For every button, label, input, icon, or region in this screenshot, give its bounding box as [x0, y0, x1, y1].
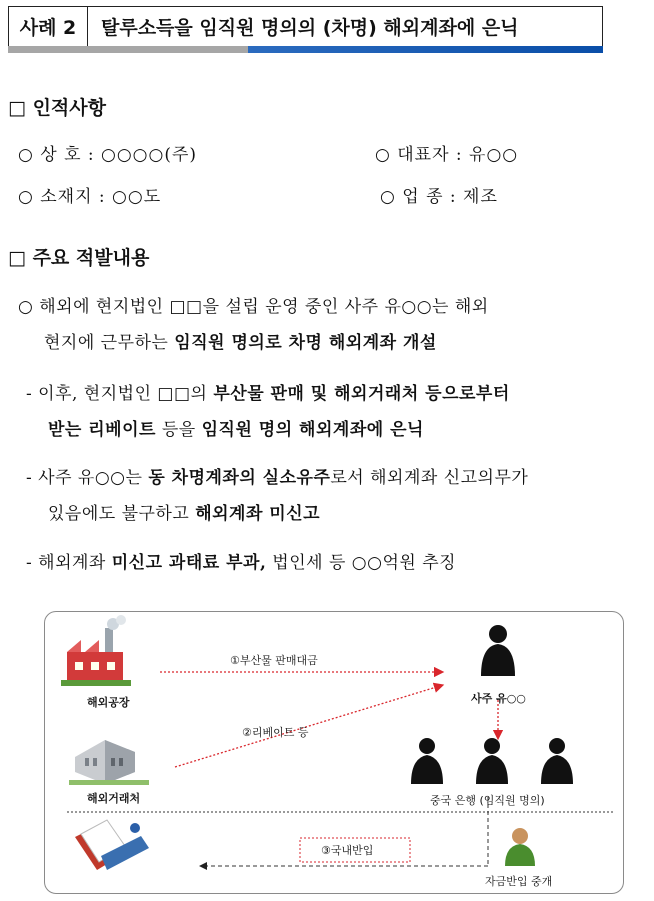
partner-label: 해외거래처 — [87, 792, 141, 805]
text: - 이후, 현지법인 □□의 — [26, 384, 214, 404]
text: - 해외계좌 — [26, 553, 112, 573]
text: 로서 해외계좌 신고의무가 — [330, 468, 529, 488]
case-number-label: 사례 2 — [9, 7, 88, 49]
text: - 사주 유○○는 — [26, 468, 149, 488]
flow3-label: ③국내반입 — [321, 844, 374, 857]
text: 법인세 등 ○○억원 추징 — [266, 553, 457, 573]
finding-3-line-1 — [26, 463, 528, 488]
finding-4 — [26, 548, 456, 573]
flow1-label: ①부산물 판매대금 — [230, 654, 318, 667]
header-underline-gray — [8, 46, 248, 53]
case-title: 탈루소득을 임직원 명의의 (차명) 해외계좌에 은닉 — [101, 17, 519, 39]
building-icon — [69, 740, 149, 785]
broker-label: 자금반입 중개 — [485, 875, 553, 888]
factory-label: 해외공장 — [87, 696, 130, 709]
finding-1-line-2 — [44, 328, 437, 353]
flow2-label: ②리베이트 등 — [242, 726, 309, 739]
owner-label: 사주 유○○ — [471, 692, 526, 705]
text-bold: 해외계좌 미신고 — [195, 504, 321, 524]
finding-2-line-2 — [48, 415, 424, 440]
text-bold: 임직원 명의 해외계좌에 은닉 — [201, 420, 424, 440]
text-bold: 부산물 판매 및 해외거래처 등으로부터 — [213, 384, 510, 404]
bank-label: 중국 은행 (임직원 명의) — [430, 794, 545, 807]
text: 현지에 근무하는 — [44, 333, 175, 353]
wallet-icon — [75, 820, 149, 870]
text: 등을 — [155, 420, 202, 440]
finding-2-line-1 — [26, 379, 510, 404]
finding-3-line-2 — [48, 499, 320, 524]
flow-arrow-2 — [175, 685, 443, 767]
money-flow-diagram — [44, 611, 624, 894]
broker-figure-icon — [505, 828, 535, 866]
info-industry: ○ 업 종 : 제조 — [380, 187, 498, 207]
factory-icon — [61, 615, 131, 686]
owner-figure-icon — [481, 625, 515, 676]
employee-figure-icon — [411, 738, 443, 784]
header-underline-blue — [248, 46, 603, 53]
finding-1-line-1: ○ 해외에 현지법인 □□을 설립 운영 중인 사주 유○○는 해외 — [18, 297, 489, 317]
employee-figure-icon — [541, 738, 573, 784]
text: 있음에도 불구하고 — [48, 504, 196, 524]
findings-section-title: □ 주요 적발내용 — [8, 247, 150, 269]
text-bold: 임직원 명의로 차명 해외계좌 개설 — [174, 333, 437, 353]
text-bold: 미신고 과태료 부과, — [111, 553, 267, 573]
case-header — [8, 6, 603, 50]
text-bold: 받는 리베이트 — [48, 420, 156, 440]
info-ceo: ○ 대표자 : 유○○ — [375, 145, 519, 165]
employee-figure-icon — [476, 738, 508, 784]
text-bold: 동 차명계좌의 실소유주 — [148, 468, 331, 488]
info-section-title: □ 인적사항 — [8, 97, 106, 119]
info-location: ○ 소재지 : ○○도 — [18, 187, 162, 207]
info-company: ○ 상 호 : ○○○○(주) — [18, 145, 198, 165]
